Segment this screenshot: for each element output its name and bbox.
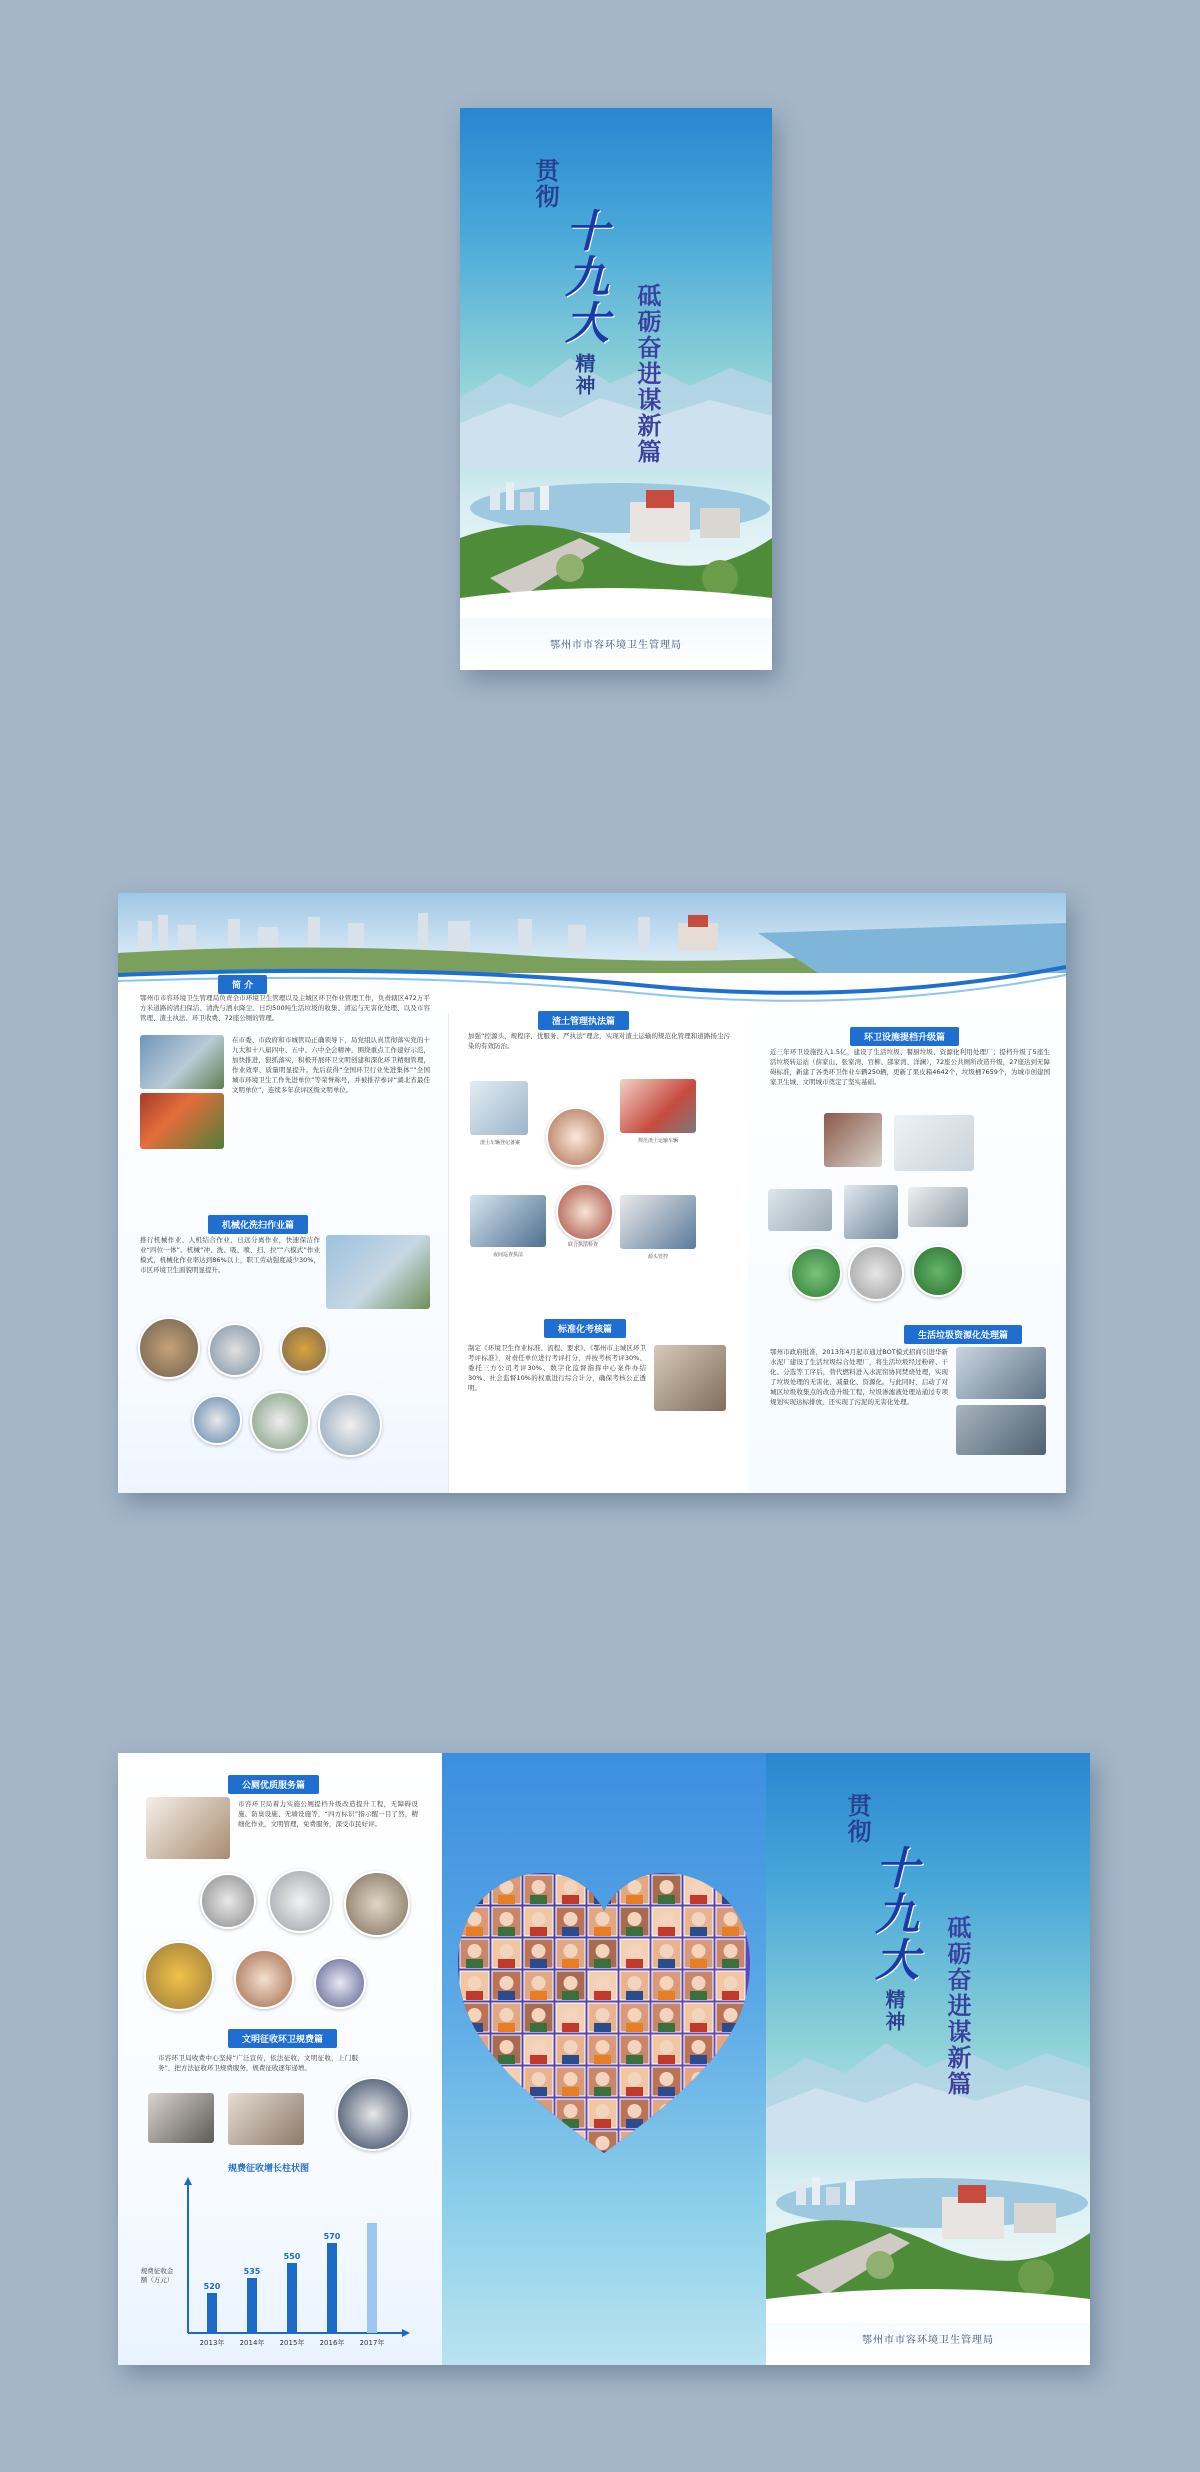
portrait-face	[692, 2040, 706, 2054]
portrait-body	[562, 2119, 579, 2128]
cover-publisher: 鄂州市市容环境卫生管理局	[550, 640, 682, 651]
portrait-face	[564, 2040, 578, 2054]
portrait-face	[724, 1880, 738, 1894]
portrait-body	[594, 1895, 611, 1904]
portrait-tile	[460, 2035, 489, 2064]
muck-paragraph: 加强“控源头、规程序、优服务、严执法”理念，实现对渣土运输的规范化管理和道路扬尘污染的有效防治。	[468, 1032, 730, 1050]
portrait-body	[498, 1991, 515, 2000]
bin-circle-1	[790, 1247, 842, 1299]
tag-toilet: 公厕优质服务篇	[228, 1775, 319, 1794]
portrait-face	[468, 1912, 482, 1926]
bar-4	[367, 2223, 377, 2333]
muck-caption-1: 渣土车辆登记备案	[479, 1140, 520, 1146]
portrait-face	[564, 2104, 578, 2118]
facility-photo-4	[844, 1185, 898, 1239]
portrait-tile	[652, 2099, 681, 2128]
portrait-body	[626, 2119, 643, 2128]
portrait-face	[692, 1976, 706, 1990]
portrait-face	[532, 2072, 546, 2086]
portrait-face	[660, 2104, 674, 2118]
portrait-body	[466, 2151, 483, 2160]
portrait-face	[628, 2040, 642, 2054]
portrait-tile	[588, 1875, 617, 1904]
portrait-face	[660, 2136, 674, 2150]
portrait-body	[562, 2087, 579, 2096]
muck-photo-4	[620, 1195, 696, 1249]
portrait-body	[658, 1927, 675, 1936]
portrait-face	[500, 2040, 514, 2054]
bin-circle-2	[848, 1245, 904, 1301]
intro-paragraph: 鄂州市市容环境卫生管理局负责全市环境卫生管理以及主城区环卫作业管理工作，负责辖区472万平方米道路的清扫保洁、清洗与洒水降尘、日均500吨生活垃圾的收集、清运与无害化处理、以及市容管理、渣土执法、环卫收费、72座公厕的管理。	[140, 994, 430, 1022]
portrait-body	[690, 1927, 707, 1936]
portrait-face	[628, 1912, 642, 1926]
portrait-body	[690, 1959, 707, 1968]
portrait-face	[564, 1880, 578, 1894]
vehicle-circle-photo	[318, 1393, 382, 1457]
toilet-circle-1	[200, 1873, 256, 1929]
portrait-face	[468, 1944, 482, 1958]
portrait-body	[594, 2023, 611, 2032]
portrait-face	[468, 2136, 482, 2150]
portrait-body	[530, 2119, 547, 2128]
portrait-face	[500, 1944, 514, 1958]
portrait-body	[722, 1959, 739, 1968]
portrait-face	[532, 1912, 546, 1926]
portrait-tile	[556, 2131, 585, 2160]
portrait-face	[692, 1880, 706, 1894]
portrait-face	[628, 2072, 642, 2086]
portrait-body	[466, 2055, 483, 2064]
portrait-body	[562, 2055, 579, 2064]
portrait-body	[690, 2023, 707, 2032]
muck-caption-3: 夜间巡查执法	[492, 1252, 523, 1258]
x-tick-label-4: 2017年	[359, 2339, 385, 2347]
portrait-face	[596, 2008, 610, 2022]
portrait-body	[690, 1991, 707, 2000]
portrait-face	[500, 1912, 514, 1926]
portrait-face	[692, 2136, 706, 2150]
portrait-tile	[524, 2099, 553, 2128]
bar-value-label-0: 520	[203, 2282, 221, 2291]
bar-0	[207, 2293, 217, 2333]
portrait-face	[692, 1944, 706, 1958]
mountain-illustration-2	[766, 2013, 1090, 2153]
portrait-body	[722, 1895, 739, 1904]
washer-circle-photo	[250, 1391, 310, 1451]
bar-3	[327, 2243, 337, 2333]
cleaner-circle-photo	[280, 1325, 328, 1373]
portrait-body	[626, 2023, 643, 2032]
portrait-body	[658, 1959, 675, 1968]
portrait-tile	[684, 2131, 713, 2160]
inspection-photo	[654, 1345, 726, 1411]
tag-mechanized: 机械化洗扫作业篇	[208, 1215, 308, 1234]
portrait-face	[724, 2040, 738, 2054]
bar-1	[247, 2278, 257, 2333]
portrait-face	[596, 2136, 610, 2150]
portrait-face	[468, 2040, 482, 2054]
portrait-face	[468, 1880, 482, 1894]
tag-facilities: 环卫设施提档升级篇	[850, 1027, 959, 1046]
x-tick-label-1: 2014年	[239, 2339, 265, 2347]
portrait-body	[466, 1991, 483, 2000]
portrait-tile	[524, 2131, 553, 2160]
portrait-body	[498, 2151, 515, 2160]
portrait-body	[690, 2087, 707, 2096]
portrait-tile	[684, 2099, 713, 2128]
portrait-face	[596, 1880, 610, 1894]
toilet-circle-2	[268, 1869, 332, 1933]
plant-photo-2	[956, 1405, 1046, 1455]
portrait-face	[564, 2008, 578, 2022]
toilet-circle-3	[344, 1871, 410, 1937]
portrait-face	[724, 1912, 738, 1926]
toilet-circle-4	[144, 1941, 214, 2011]
cover-title-big: 十九大	[557, 208, 608, 346]
toilet-circle-5	[234, 1949, 294, 2009]
portrait-face	[660, 1880, 674, 1894]
portrait-face	[660, 1944, 674, 1958]
portrait-face	[724, 2104, 738, 2118]
portrait-body	[562, 2151, 579, 2160]
portrait-body	[722, 2119, 739, 2128]
portrait-body	[498, 1959, 515, 1968]
portrait-body	[530, 2151, 547, 2160]
standard-paragraph: 制定《环境卫生作业标准、流程、要求》、《鄂州市主城区环卫考评标准》，对责任单位进行考评打分，并按考核考评30%、委托三方公司考评30%、数字化监督指挥中心案件办结30%、社会监督10%的权重进行综合计分，确保考核公正透明。	[468, 1344, 646, 1392]
portrait-body	[530, 1895, 547, 1904]
portrait-body	[626, 1927, 643, 1936]
portrait-face	[628, 1944, 642, 1958]
toilet-circle-6	[314, 1957, 366, 2009]
portrait-tile	[716, 2131, 745, 2160]
portrait-tile	[460, 2131, 489, 2160]
cover2-title-sub: 精神	[882, 1989, 906, 2033]
portrait-face	[500, 1976, 514, 1990]
portrait-body	[722, 1991, 739, 2000]
portrait-body	[498, 2055, 515, 2064]
muck-photo-3	[470, 1195, 546, 1247]
portrait-face	[500, 2104, 514, 2118]
portrait-face	[628, 2136, 642, 2150]
portrait-body	[722, 2023, 739, 2032]
portrait-face	[724, 1976, 738, 1990]
portrait-face	[596, 1912, 610, 1926]
muck-circle-1	[546, 1107, 606, 1167]
portrait-face	[724, 2072, 738, 2086]
muck-caption-2: 规范渣土运输车辆	[637, 1138, 678, 1144]
portrait-face	[532, 2040, 546, 2054]
portrait-body	[626, 1959, 643, 1968]
portrait-face	[660, 1976, 674, 1990]
muck-caption-5: 源头管控	[647, 1254, 668, 1260]
portrait-body	[594, 2087, 611, 2096]
portrait-face	[532, 2104, 546, 2118]
portrait-face	[596, 2040, 610, 2054]
x-tick-label-2: 2015年	[279, 2339, 305, 2347]
bar-value-label-1: 535	[243, 2267, 261, 2276]
cover-slogan: 砥砺奋进谋新篇	[633, 283, 662, 465]
flowers-photo	[140, 1093, 224, 1149]
portrait-body	[658, 2087, 675, 2096]
portrait-face	[532, 1944, 546, 1958]
portrait-face	[692, 1912, 706, 1926]
toilet-paragraph: 市容环卫局着力实施公厕提档升级改造提升工程，无障碍设施、防臭设施、无墙设施等，“四方标识”指示醒一目了然，精细化作业，文明管理，免费服务，深受市民好评。	[238, 1800, 418, 1828]
truck-circle-photo	[192, 1395, 242, 1445]
portrait-face	[628, 1976, 642, 1990]
portrait-face	[628, 1880, 642, 1894]
portrait-body	[466, 1959, 483, 1968]
portrait-body	[466, 1927, 483, 1936]
portrait-body	[466, 2023, 483, 2032]
portrait-body	[530, 2055, 547, 2064]
portrait-face	[596, 1944, 610, 1958]
portrait-body	[690, 2151, 707, 2160]
road-photo	[140, 1035, 224, 1089]
muck-photo-1	[470, 1081, 528, 1135]
tag-intro: 简 介	[218, 975, 267, 994]
portrait-body	[658, 2055, 675, 2064]
portrait-body	[626, 2151, 643, 2160]
portrait-tile	[460, 1875, 489, 1904]
cover2-slogan: 砥砺奋进谋新篇	[943, 1915, 972, 2097]
portrait-body	[562, 2023, 579, 2032]
portrait-body	[562, 1959, 579, 1968]
x-tick-label-3: 2016年	[319, 2339, 345, 2347]
portrait-face	[468, 2008, 482, 2022]
portrait-face	[500, 1880, 514, 1894]
portrait-body	[658, 2119, 675, 2128]
portrait-body	[594, 2055, 611, 2064]
portrait-body	[594, 1991, 611, 2000]
muck-caption-4: 联合执法检查	[567, 1242, 598, 1248]
cover2-publisher: 鄂州市市容环境卫生管理局	[862, 2335, 994, 2346]
portrait-tile	[620, 2131, 649, 2160]
portrait-face	[468, 2072, 482, 2086]
portrait-body	[530, 1927, 547, 1936]
portrait-body	[690, 2119, 707, 2128]
fee-circle-photo	[336, 2077, 410, 2151]
chart-title: 规费征收增长柱状图	[228, 2164, 310, 2174]
portrait-tile	[716, 1875, 745, 1904]
bar-2	[287, 2263, 297, 2333]
fee-paragraph: 市容环卫局收费中心坚持“广泛宣传，依法征收，文明征收，上门服务”，把方法征收环卫规费服务，规费征收逐年递增。	[158, 2054, 358, 2072]
muck-circle-2	[556, 1183, 614, 1241]
city-illustration	[460, 468, 772, 618]
portrait-tile	[460, 2067, 489, 2096]
portrait-tile	[684, 2067, 713, 2096]
fee-photo-2	[228, 2093, 304, 2145]
portrait-face	[468, 1976, 482, 1990]
portrait-tile	[716, 2035, 745, 2064]
portrait-tile	[492, 2131, 521, 2160]
chart-y-axis-arrow	[184, 2177, 192, 2185]
bar-value-label-3: 570	[323, 2232, 341, 2241]
portrait-face	[692, 2072, 706, 2086]
portrait-body	[466, 2087, 483, 2096]
portrait-body	[722, 2151, 739, 2160]
tag-waste: 生活垃圾资源化处理篇	[904, 1325, 1022, 1344]
portrait-body	[594, 1927, 611, 1936]
portrait-face	[564, 1912, 578, 1926]
portrait-face	[596, 2104, 610, 2118]
portrait-face	[564, 2072, 578, 2086]
fee-bar-chart	[178, 2173, 418, 2353]
portrait-body	[658, 1991, 675, 2000]
portrait-body	[690, 2055, 707, 2064]
x-tick-label-0: 2013年	[199, 2339, 225, 2347]
portrait-face	[596, 1976, 610, 1990]
portrait-face	[532, 1976, 546, 1990]
facility-photo-1	[824, 1113, 882, 1167]
portrait-body	[562, 1991, 579, 2000]
tag-fee: 文明征收环卫规费篇	[228, 2029, 337, 2048]
portrait-body	[658, 1895, 675, 1904]
cover2-title-big: 十九大	[867, 1845, 918, 1983]
portrait-body	[498, 1895, 515, 1904]
heart-photo-collage	[448, 1863, 760, 2163]
facility-photo-3	[768, 1189, 832, 1231]
portrait-body	[498, 2119, 515, 2128]
portrait-face	[724, 1944, 738, 1958]
portrait-face	[660, 2040, 674, 2054]
bar-value-label-2: 550	[283, 2252, 301, 2261]
portrait-face	[660, 1912, 674, 1926]
portrait-body	[562, 1927, 579, 1936]
worker-circle-photo	[138, 1317, 200, 1379]
portrait-body	[498, 1927, 515, 1936]
portrait-face	[692, 2104, 706, 2118]
portrait-face	[532, 1880, 546, 1894]
portrait-tile	[492, 2099, 521, 2128]
portrait-tile	[492, 2067, 521, 2096]
mechanized-paragraph: 推行机械作业、人机结合作业、日远分离作业，快速保洁作业“四位一体”。机械“冲、洗、吸、喷、扫、拉”“六模式”作业模式，机械化作业率达到86%以上，职工劳动强度减少30%，市区环境卫生面貌明显提升。	[140, 1236, 320, 1274]
portrait-face	[628, 2104, 642, 2118]
portrait-body	[530, 2087, 547, 2096]
portrait-body	[562, 1895, 579, 1904]
portrait-body	[530, 2023, 547, 2032]
portrait-face	[596, 2072, 610, 2086]
portrait-tile	[716, 2067, 745, 2096]
portrait-face	[724, 2008, 738, 2022]
portrait-body	[658, 2151, 675, 2160]
portrait-face	[532, 2008, 546, 2022]
waste-paragraph: 鄂州市政府批准，2013年4月起市通过BOT模式招商引进华新水泥厂建设了生活垃圾综合处理厂，将生活垃圾经过粉碎、干化、分选等工序后，替代燃料进入水泥窑协同焚烧处理，实现了垃圾处理的无害化、减量化、资源化。与此同时，启动了对城区垃圾收集点的改造升级工程，垃圾渗滤液处理站通过专项规划实现达标排放，还实现了污泥的无害化处理。	[770, 1348, 948, 1406]
portrait-body	[530, 1991, 547, 2000]
portrait-body	[498, 2087, 515, 2096]
portrait-face	[564, 1976, 578, 1990]
portrait-tile	[652, 2131, 681, 2160]
facility-photo-2	[894, 1115, 974, 1171]
portrait-body	[722, 1927, 739, 1936]
portrait-body	[690, 1895, 707, 1904]
brochure-inside-spread	[118, 893, 1066, 1493]
sweeper-circle-photo	[208, 1323, 262, 1377]
fee-photo-1	[148, 2093, 214, 2143]
portrait-body	[594, 1959, 611, 1968]
portrait-tile	[460, 2099, 489, 2128]
portrait-body	[626, 1895, 643, 1904]
street-photo	[326, 1235, 430, 1309]
portrait-body	[498, 2023, 515, 2032]
portrait-face	[660, 2072, 674, 2086]
toilet-photo	[146, 1797, 230, 1859]
portrait-body	[722, 2055, 739, 2064]
portrait-body	[626, 1991, 643, 2000]
facility-photo-5	[908, 1187, 968, 1227]
portrait-body	[594, 2151, 611, 2160]
portrait-body	[658, 2023, 675, 2032]
portrait-face	[468, 2104, 482, 2118]
tag-muck: 渣土管理执法篇	[538, 1011, 629, 1030]
muck-photo-2	[620, 1079, 696, 1133]
portrait-tile	[716, 2099, 745, 2128]
portrait-body	[594, 2119, 611, 2128]
portrait-body	[530, 1959, 547, 1968]
tag-standard: 标准化考核篇	[544, 1319, 626, 1338]
chart-ylabel: 规费征收金额（万元）	[140, 2267, 174, 2284]
portrait-face	[724, 2136, 738, 2150]
portrait-body	[722, 2087, 739, 2096]
intro-paragraph-2: 在市委、市政府和市城管局正确领导下，局党组认真贯彻落实党的十九大和十八届四中、五中、六中全会精神，围绕重点工作建好示范，加快推进，狠抓落实，积极开展环卫文明创建和深化环卫精细管理，作业效率、质量明显提升。先后获得“全国环卫行业先进集体”“全国城市环境卫生工作先进单位”等荣誉称号，并被推荐参评“湖北省最佳文明单位”，连续多年获评区级文明单位。	[232, 1036, 430, 1094]
portrait-face	[532, 2136, 546, 2150]
plant-photo-1	[956, 1347, 1046, 1399]
mountain-illustration	[460, 328, 772, 468]
chart-x-axis-arrow	[402, 2329, 410, 2337]
portrait-body	[626, 2055, 643, 2064]
portrait-face	[564, 2136, 578, 2150]
portrait-face	[628, 2008, 642, 2022]
portrait-body	[466, 1895, 483, 1904]
portrait-face	[500, 2136, 514, 2150]
portrait-face	[564, 1944, 578, 1958]
bin-circle-3	[912, 1245, 964, 1297]
city-illustration-2	[766, 2163, 1090, 2323]
cover-title-top: 贯彻	[531, 158, 560, 210]
portrait-face	[660, 2008, 674, 2022]
portrait-face	[692, 2008, 706, 2022]
brochure-outside-spread	[118, 1753, 1090, 2365]
cover-title-sub: 精神	[572, 353, 596, 397]
brochure-cover	[460, 108, 772, 670]
portrait-body	[466, 2119, 483, 2128]
portrait-face	[500, 2008, 514, 2022]
portrait-body	[626, 2087, 643, 2096]
portrait-face	[500, 2072, 514, 2086]
cover2-title-top: 贯彻	[843, 1793, 872, 1845]
facilities-paragraph: 近三年环卫设施投入1.5亿，建设了生活垃圾、餐厨垃圾、资源化利用处理厂；提档升级了5座生活垃圾转运站（薛家山、张家湾、官柳、邵家湾、洋澜），72座公共厕所改造升级，27座达到无障碍标准，新建了各类环卫作业车辆250辆，更新了果皮箱4642个，垃圾桶7659个，为城市创建国家卫生城、文明城市奠定了坚实基础。	[770, 1048, 1050, 1086]
